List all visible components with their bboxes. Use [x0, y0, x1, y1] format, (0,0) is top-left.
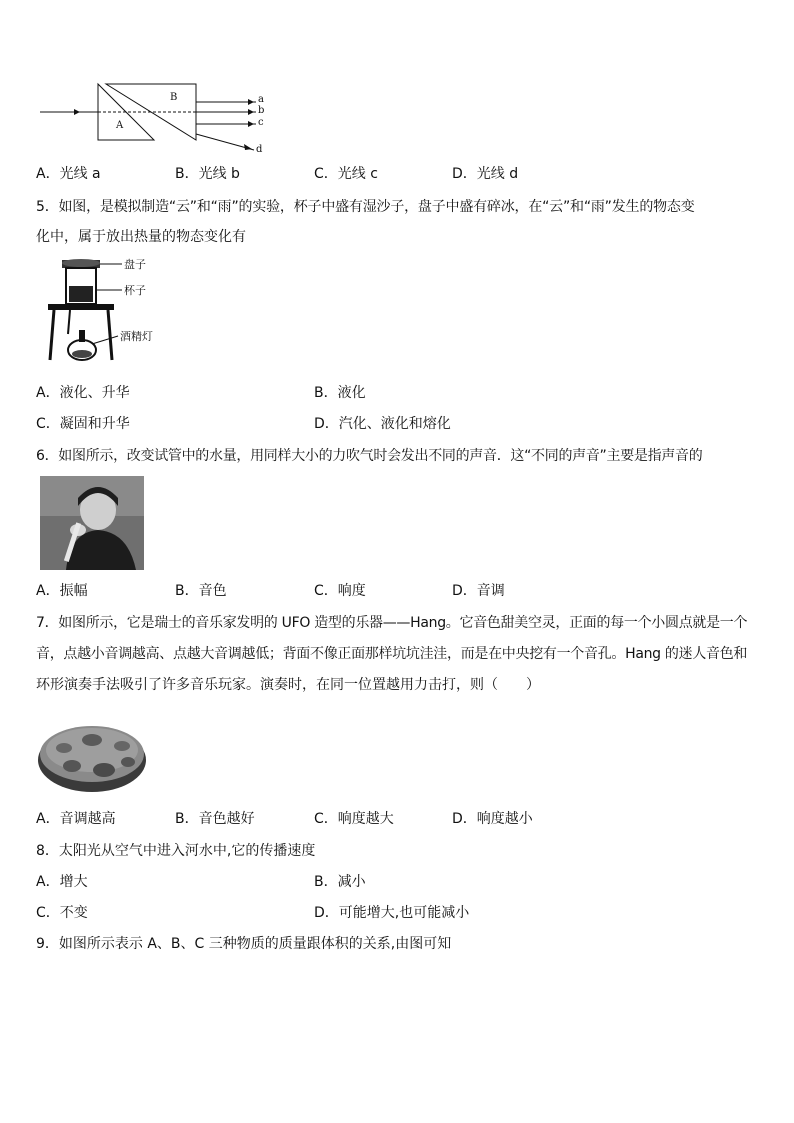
q8-option-c: C．不变 [36, 905, 88, 921]
prism-label-a: A [116, 120, 124, 131]
q8-text: 8．太阳光从空气中进入河水中,它的传播速度 [36, 843, 316, 859]
q6-option-b: B．音色 [175, 583, 227, 599]
q5-text-line2: 化中，属于放出热量的物态变化有 [36, 229, 246, 245]
prism-label-b: B [170, 92, 178, 103]
q5-option-c: C．凝固和升华 [36, 416, 130, 432]
q4-option-d: D．光线 d [452, 166, 519, 182]
q6-option-c: C．响度 [314, 583, 366, 599]
ray-label-d: d [256, 144, 263, 155]
q9-text: 9．如图所示表示 A、B、C 三种物质的质量跟体积的关系,由图可知 [36, 936, 452, 952]
q8-option-d: D．可能增大,也可能减小 [314, 905, 470, 921]
girl-blowing-test-tube-photo [40, 476, 144, 570]
q6-text: 6．如图所示，改变试管中的水量，用同样大小的力吹气时会发出不同的声音．这“不同的声音”主要是指声音的 [36, 448, 703, 464]
ray-label-a: a [258, 94, 264, 105]
q4-option-c: C．光线 c [314, 166, 378, 182]
prism-ray-figure [36, 78, 276, 158]
q5-option-d: D．汽化、液化和熔化 [314, 416, 451, 432]
q8-option-b: B．减小 [314, 874, 366, 890]
q5-text-line1: 5．如图，是模拟制造“云”和“雨”的实验，杯子中盛有湿沙子，盘子中盛有碎冰，在“云”和“雨”发生的物态变 [36, 199, 695, 215]
q4-option-a: A．光线 a [36, 166, 101, 182]
q7-option-d: D．响度越小 [452, 811, 533, 827]
hang-drum-photo [36, 708, 148, 796]
q5-option-b: B．液化 [314, 385, 366, 401]
q6-option-d: D．音调 [452, 583, 505, 599]
q5-option-a: A．液化、升华 [36, 385, 130, 401]
q7-text-line2: 音，点越小音调越高、点越大音调越低；背面不像正面那样坑坑洼洼，而是在中央挖有一个音孔。Hang 的迷人音色和 [36, 646, 748, 662]
q7-text-line1: 7．如图所示，它是瑞士的音乐家发明的 UFO 造型的乐器——Hang。它音色甜美空灵，正面的每一个小圆点就是一个 [36, 615, 748, 631]
q4-option-b: B．光线 b [175, 166, 240, 182]
ray-label-c: c [258, 117, 264, 128]
q8-option-a: A．增大 [36, 874, 88, 890]
q7-option-c: C．响度越大 [314, 811, 394, 827]
ray-label-b: b [258, 105, 265, 116]
q7-text-line3: 环形演奏手法吸引了许多音乐玩家。演奏时，在同一位置越用力击打，则（ ） [36, 677, 540, 693]
q7-option-b: B．音色越好 [175, 811, 255, 827]
label-alcohol-lamp: 酒精灯 [120, 330, 153, 343]
label-cup: 杯子 [124, 284, 146, 297]
label-plate: 盘子 [124, 258, 146, 271]
q7-option-a: A．音调越高 [36, 811, 116, 827]
q6-option-a: A．振幅 [36, 583, 88, 599]
cloud-rain-apparatus-figure [42, 254, 162, 370]
